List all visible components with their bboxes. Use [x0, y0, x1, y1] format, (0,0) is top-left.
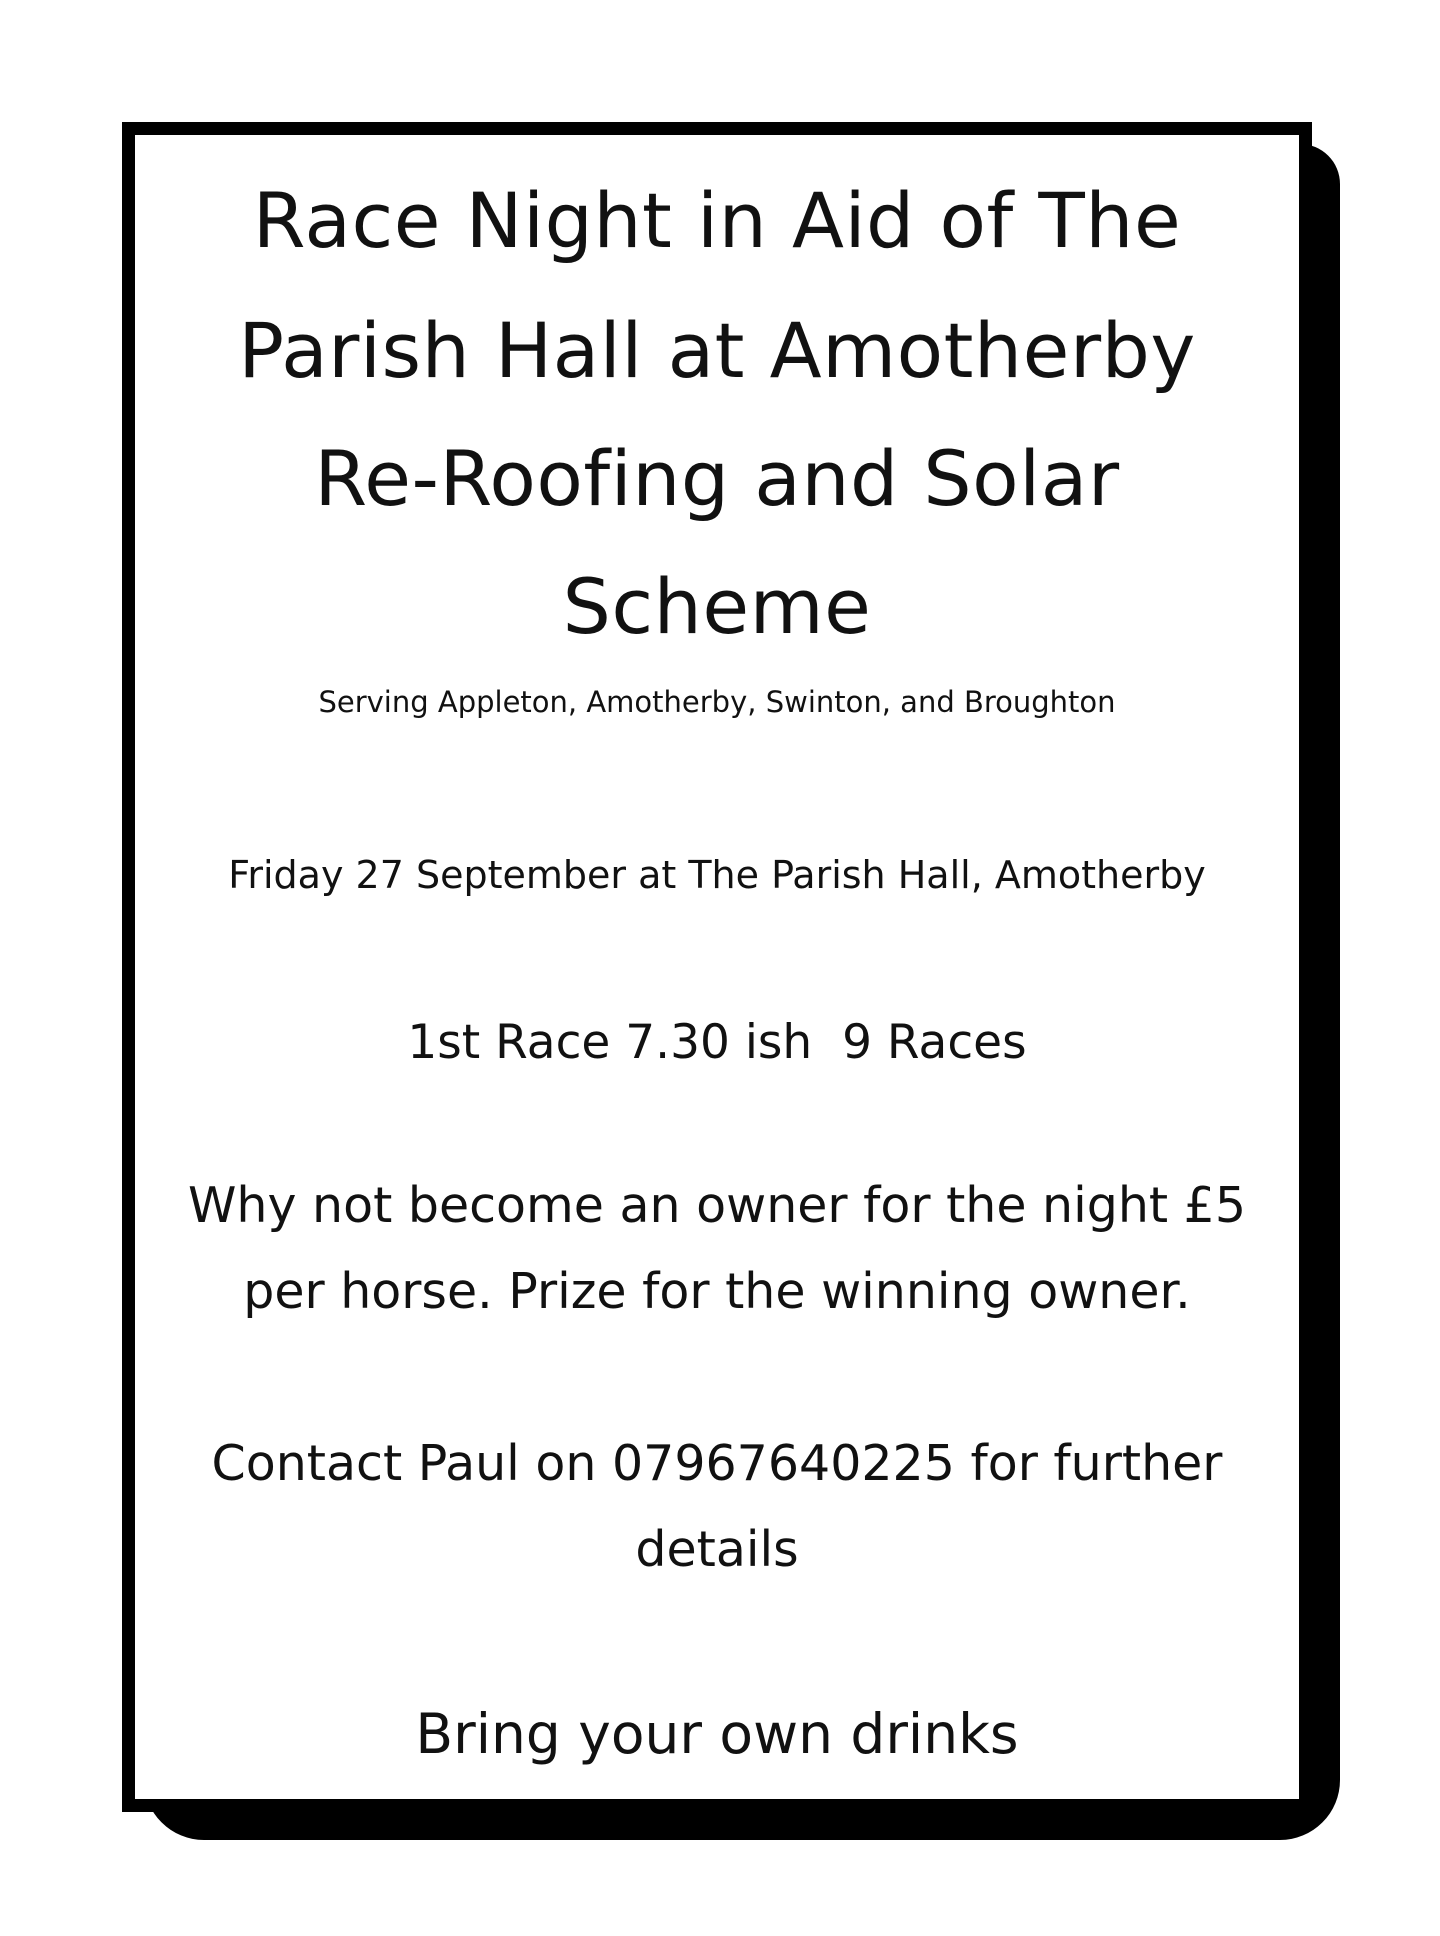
contact-line-1: Contact Paul on 07967640225 for further [211, 1435, 1223, 1492]
poster-title-line-1: Race Night in Aid of The [252, 176, 1182, 265]
race-info: 1st Race 7.30 ish 9 Races [407, 1015, 1027, 1070]
owner-offer-line-1: Why not become an owner for the night £5 [187, 1177, 1247, 1234]
poster [122, 122, 1312, 1812]
poster-title-line-4: Scheme [562, 562, 872, 651]
bring-drinks-note: Bring your own drinks [415, 1702, 1019, 1766]
contact-line-2: details [635, 1521, 799, 1578]
poster-title-line-2: Parish Hall at Amotherby [238, 306, 1196, 395]
serving-villages: Serving Appleton, Amotherby, Swinton, and Broughton [318, 685, 1116, 719]
owner-offer-line-2: per horse. Prize for the winning owner. [243, 1263, 1191, 1320]
event-date-venue: Friday 27 September at The Parish Hall, Amotherby [228, 853, 1206, 897]
poster-title-line-3: Re-Roofing and Solar [314, 434, 1120, 523]
